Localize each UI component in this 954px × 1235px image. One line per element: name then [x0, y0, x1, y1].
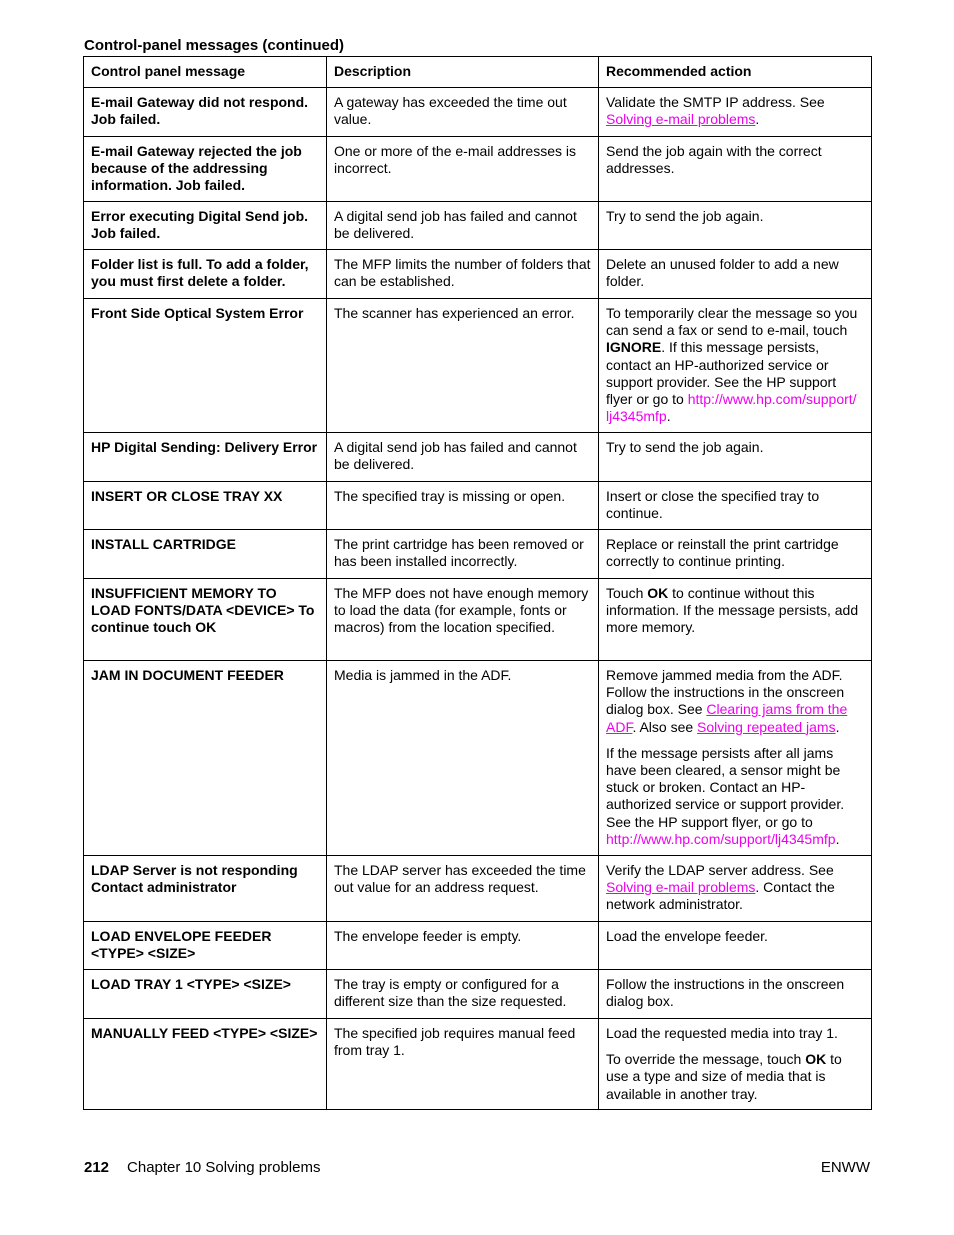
action-text: Try to send the job again.: [606, 208, 764, 224]
message-cell: MANUALLY FEED <TYPE> <SIZE>: [84, 1019, 327, 1110]
action-paragraph: [606, 536, 864, 570]
table-row: [84, 299, 872, 433]
footer-left: [84, 1159, 320, 1176]
messages-table: [83, 56, 872, 1110]
action-text: to use a type and size of media that is available in another tray.: [606, 1051, 842, 1102]
message-cell: LOAD ENVELOPE FEEDER <TYPE> <SIZE>: [84, 922, 327, 970]
action-cell: [599, 299, 872, 433]
footer-right: ENWW: [820, 1159, 870, 1176]
chapter-title: Chapter 10 Solving problems: [127, 1159, 321, 1176]
action-cell: [599, 661, 872, 856]
column-header-message: Control panel message: [84, 57, 327, 88]
action-text: .: [835, 718, 840, 735]
cross-reference-link[interactable]: Solving repeated jams: [697, 718, 836, 735]
page-heading: Control-panel messages (continued): [84, 37, 345, 54]
action-cell: [599, 202, 872, 250]
action-cell: [599, 250, 872, 299]
description-cell: The scanner has experienced an error.: [327, 299, 599, 433]
action-cell: [599, 433, 872, 482]
action-paragraph: [606, 256, 864, 290]
action-cell: [599, 922, 872, 970]
action-text: . If this message persists, contact an HP-authorized service or support provider. See the HP support flyer or go to: [606, 339, 837, 408]
action-cell: [599, 579, 872, 661]
action-cell: [599, 482, 872, 530]
action-text: To temporarily clear the message so you can send a fax or send to e-mail, touch: [606, 305, 858, 339]
table-row: [84, 1019, 872, 1110]
table-row: [84, 579, 872, 661]
action-paragraph: [606, 745, 864, 848]
description-cell: The MFP limits the number of folders that can be established.: [327, 250, 599, 299]
action-paragraph: [606, 94, 864, 128]
message-cell: INSUFFICIENT MEMORY TO LOAD FONTS/DATA <DEVICE> To continue touch OK: [84, 579, 327, 661]
action-paragraph: [606, 667, 864, 736]
message-cell: INSERT OR CLOSE TRAY XX: [84, 482, 327, 530]
cross-reference-link[interactable]: Solving e-mail problems: [606, 879, 756, 896]
message-cell: Folder list is full. To add a folder, you must first delete a folder.: [84, 250, 327, 299]
table-row: [84, 530, 872, 579]
action-text: To override the message, touch: [606, 1051, 806, 1068]
cross-reference-link[interactable]: Solving e-mail problems: [606, 111, 756, 128]
action-paragraph: [606, 976, 864, 1010]
action-text: Follow the instructions in the onscreen dialog box.: [606, 976, 845, 1010]
description-cell: A digital send job has failed and cannot be delivered.: [327, 433, 599, 482]
page-number: 212: [84, 1159, 110, 1176]
table-body: [84, 88, 872, 1110]
action-text: .: [666, 408, 671, 425]
action-paragraph: [606, 488, 864, 522]
action-text: Send the job again with the correct addresses.: [606, 143, 822, 177]
action-text: to continue without this information. If the message persists, add more memory.: [606, 585, 859, 636]
description-cell: The specified tray is missing or open.: [327, 482, 599, 530]
action-text: .: [835, 830, 840, 847]
action-paragraph: [606, 1051, 864, 1103]
message-cell: Front Side Optical System Error: [84, 299, 327, 433]
action-text: Validate the SMTP IP address. See: [606, 94, 825, 110]
action-text: Load the requested media into tray 1.: [606, 1025, 838, 1041]
message-cell: E-mail Gateway did not respond. Job failed.: [84, 88, 327, 137]
support-url-link[interactable]: http://www.hp.com/support/lj4345mfp: [606, 830, 836, 847]
description-cell: A gateway has exceeded the time out value.: [327, 88, 599, 137]
message-cell: E-mail Gateway rejected the job because of the addressing information. Job failed.: [84, 137, 327, 202]
description-cell: The specified job requires manual feed from tray 1.: [327, 1019, 599, 1110]
action-text: Replace or reinstall the print cartridge correctly to continue printing.: [606, 536, 839, 570]
action-cell: [599, 530, 872, 579]
description-cell: The envelope feeder is empty.: [327, 922, 599, 970]
action-paragraph: [606, 585, 864, 637]
action-cell: [599, 970, 872, 1019]
action-text: Try to send the job again.: [606, 439, 764, 455]
column-header-action: Recommended action: [599, 57, 872, 88]
action-text: Load the envelope feeder.: [606, 928, 768, 944]
action-text: .: [755, 111, 760, 128]
support-url-link[interactable]: http://www.hp.com/support/ lj4345mfp: [606, 391, 857, 425]
description-cell: The tray is empty or configured for a different size than the size requested.: [327, 970, 599, 1019]
column-header-description: Description: [327, 57, 599, 88]
action-cell: [599, 88, 872, 137]
action-paragraph: [606, 928, 864, 945]
action-paragraph: [606, 862, 864, 914]
action-paragraph: [606, 1025, 864, 1042]
action-text: If the message persists after all jams have been cleared, a sensor might be stuck or broken. Contact an HP-authorized service or support provider. See the HP support flyer, or go to: [606, 744, 845, 830]
action-cell: [599, 856, 872, 922]
action-text: Insert or close the specified tray to continue.: [606, 488, 820, 522]
action-text: . Contact the network administrator.: [606, 879, 835, 913]
action-text: Touch: [606, 585, 648, 601]
action-text: . Also see: [632, 718, 698, 735]
table-row: [84, 482, 872, 530]
description-cell: The LDAP server has exceeded the time out value for an address request.: [327, 856, 599, 922]
description-cell: A digital send job has failed and cannot be delivered.: [327, 202, 599, 250]
description-cell: The print cartridge has been removed or has been installed incorrectly.: [327, 530, 599, 579]
table-row: [84, 137, 872, 202]
action-cell: [599, 137, 872, 202]
message-cell: Error executing Digital Send job. Job failed.: [84, 202, 327, 250]
action-text: Remove jammed media from the ADF. Follow the instructions in the onscreen dialog box. See: [606, 667, 845, 718]
table-row: [84, 250, 872, 299]
description-cell: The MFP does not have enough memory to load the data (for example, fonts or macros) from the location specified.: [327, 579, 599, 661]
message-cell: INSTALL CARTRIDGE: [84, 530, 327, 579]
message-cell: HP Digital Sending: Delivery Error: [84, 433, 327, 482]
table-row: [84, 88, 872, 137]
action-text: Delete an unused folder to add a new folder.: [606, 256, 839, 290]
table-row: [84, 661, 872, 856]
action-paragraph: [606, 305, 864, 425]
description-cell: One or more of the e-mail addresses is incorrect.: [327, 137, 599, 202]
action-paragraph: [606, 143, 864, 177]
message-cell: LDAP Server is not responding Contact administrator: [84, 856, 327, 922]
action-text: Verify the LDAP server address. See: [606, 862, 834, 878]
table-row: [84, 433, 872, 482]
message-cell: JAM IN DOCUMENT FEEDER: [84, 661, 327, 856]
table-row: [84, 856, 872, 922]
description-cell: Media is jammed in the ADF.: [327, 661, 599, 856]
cross-reference-link[interactable]: Clearing jams from the ADF: [606, 701, 848, 735]
button-name-text: IGNORE: [606, 339, 662, 356]
message-cell: LOAD TRAY 1 <TYPE> <SIZE>: [84, 970, 327, 1019]
action-paragraph: [606, 439, 864, 456]
button-name-text: OK: [805, 1051, 827, 1068]
table-row: [84, 970, 872, 1019]
button-name-text: OK: [647, 585, 669, 601]
table-row: [84, 202, 872, 250]
table-header-row: [84, 57, 872, 88]
table-row: [84, 922, 872, 970]
action-cell: [599, 1019, 872, 1110]
action-paragraph: [606, 208, 864, 225]
